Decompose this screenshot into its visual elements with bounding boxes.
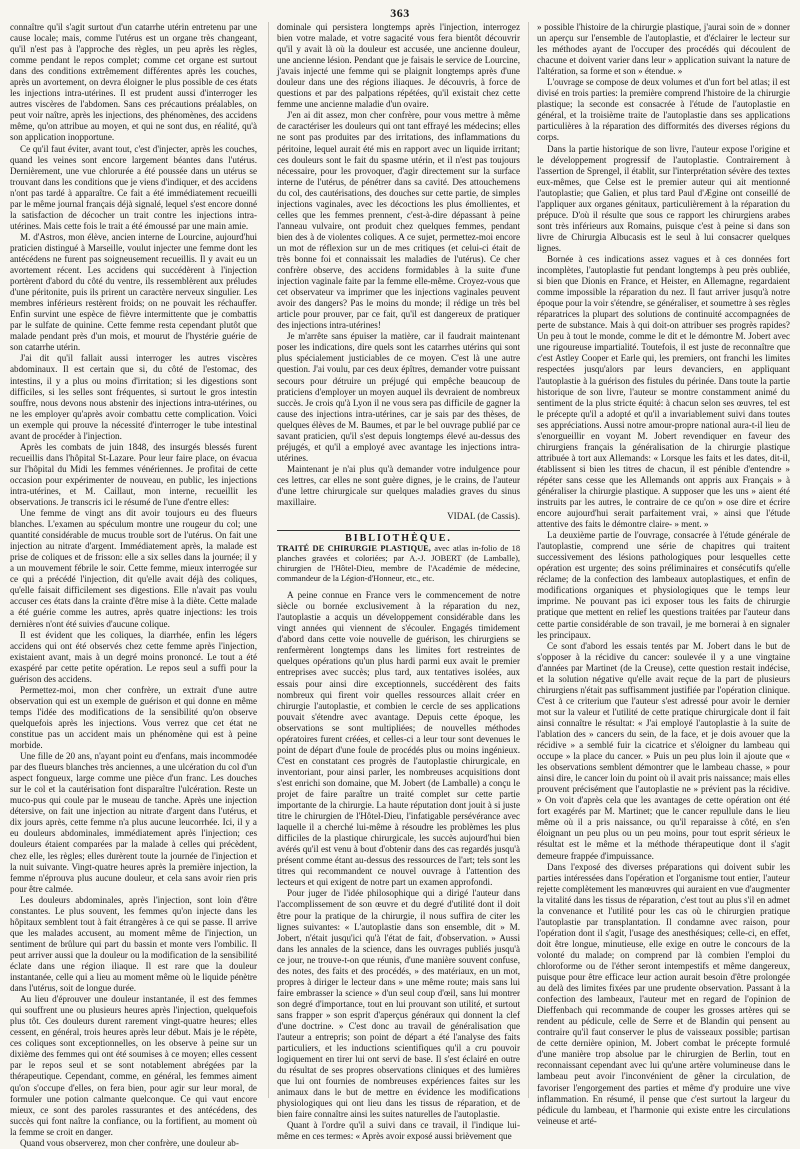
paragraph: Dans la partie historique de son livre, l'auteur expose l'origine et le développement progressif de l'autoplastie. Contrairement à l'assertion de Sprengel, il établit, sur l'interprétation sévère des textes eux-mêmes, que Celse est le premier auteur qui ait mentionné l'autoplastie; que Galien, et plus tard Paul d'Ægine ont conseillé de l'appliquer aux organes génitaux, particulièrement à la réparation du prépuce. D'où il résulte que sous ce rapport les chirurgiens arabes sont très inférieurs aux Romains, puisque c'est à peine si dans son livre de Chirurgia Albucasis est le seul à lui consacrer quelques lignes. bbox=[537, 143, 790, 253]
paragraph: dominale qui persistera longtemps après l'injection, interrogez bien votre malade, et votre sagacité vous fera bientôt découvrir qu'il y avait là où la douleur est accusée, une ancienne douleur, une ancienne lésion. Pendant que je faisais le service de Lourcine, j'avais injecté une femme qui se plaignit longtemps après d'une douleur dans une des régions iliaques. Je découvris, à force de questions et par des palpations répétées, qu'il existait chez cette femme une ancienne maladie d'un ovaire. bbox=[277, 22, 520, 110]
paragraph: Une fille de 20 ans, n'ayant point eu d'enfans, mais incommodée par des flueurs blanches très anciennes, a une ulcération du col d'un aspect fongueux, large comme une pièce d'un franc. Les douches sur le col et la cautérisation font disparaître l'ulcération. Reste un muco-pus qui coule par le museau de tanche. Après une injection détersive, on fait une injection au nitrate d'argent dans l'utérus, et dix jours après, cette femme n'a plus aucune leucorrhée. Ici, il y a eu douleurs abdominales, immédiatement après l'injection; ces douleurs étaient comparées par la malade à celles qui précèdent, chez elle, les règles; elles durèrent toute la journée de l'injection et la nuit suivante. Vingt-quatre heures après la première injection, la femme n'éprouva plus aucune douleur, et cela sans avoir rien pris pour être calmée. bbox=[10, 751, 257, 894]
paragraph: Il est évident que les coliques, la diarrhée, enfin les légers accidens qui ont été observés chez cette femme après l'injection, existaient avant, mais à un degré moins prononcé. Le tout a été exaspéré par cette petite opération. Le repos seul a suffi pour la guérison des accidens. bbox=[10, 629, 257, 684]
paragraph: Ce sont d'abord les essais tentés par M. Jobert dans le but de s'opposer à la récidive du cancer: soulevée il y a une vingtaine d'années par Martinet (de la Creuse), cette question restait indécise, et la solution négative qu'elle avait reçue de la part de plusieurs chirurgiens n'était pas suffisamment justifiée par l'opération clinique. C'est à ce criterium que l'auteur s'est adressé pour avoir le dernier mot sur la valeur et l'utilité de cette pratique chirurgicale dont il fait ainsi connaître le résultat: « J'ai employé l'autoplastie à la suite de l'ablation des » cancers du sein, de la face, et je dois avouer que la récidive » a semblé fuir la cicatrice et s'éloigner du lambeau qui occupe » la place du cancer. » Puis un peu plus loin il ajoute que « les observations semblent démontrer que le lambeau chasse, » pour ainsi dire, le cancer loin du point où il avait pris naissance; mais elles prouvent précisément que l'autoplastie ne » prévient pas la récidive. » On voit d'après cela que les avantages de cette opération ont été fort exagérés par M. Martinet; que le cancer repullule dans le lieu même où il a pris naissance, ou qu'il reparaisse à côté, en s'en éloignant un peu plus ou un peu moins, pour tout esprit sérieux le résultat est le même et la méthode thérapeutique dont il s'agit demeure frappée d'impuissance. bbox=[537, 640, 790, 861]
paragraph: Une femme de vingt ans dit avoir toujours eu des flueurs blanches. L'examen au spéculum montre une rougeur du col; une quantité considérable de mucus trouble sort de l'utérus. On fait une injection au nitrate d'argent. Immédiatement après, la malade est prise de coliques et de frisson: elle a six selles dans la journée; il y a un mouvement fébrile le soir. Cette femme, mieux interrogée sur ce qui a précédé l'injection, dit qu'elle avait déjà des coliques, qu'elle faisait difficilement ses digestions. Elle n'avait pas voulu accuser ces états dans la crainte d'être mise à la diète. Cette malade a été guérie comme les autres, après quatre injections: les trois dernières n'ont été suivies d'aucune colique. bbox=[10, 508, 257, 629]
paragraph: A peine connue en France vers le commencement de notre siècle ou bornée exclusivement à la réparation du nez, l'autoplastie a acquis un développement considérable dans les vingt années qui viennent de s'écouler. Engagés timidement d'abord dans cette voie nouvelle de guérison, les chirurgiens se renfermèrent longtemps dans les limites fort restreintes de quelques opérations qu'un plus hardi parmi eux avait le premier entreprises avec succès; plus tard, aux tentatives isolées, aux essais pour ainsi dire exceptionnels, succédèrent des faits nombreux qui firent voir quelles ressources allait créer en chirurgie l'autoplastie, et combien le cercle de ses applications pouvait s'étendre avec avantage. Depuis cette époque, les observations se sont multipliées; de nouvelles méthodes opératoires furent créées, et celles-ci a leur tour sont devenues le point de départ d'une foule de procédés plus ou moins ingénieux. C'est en constatant ces progrès de l'autoplastie chirurgicale, en inventoriant, pour ainsi parler, les nombreuses acquisitions dont s'est enrichi son domaine, que M. Jobert (de Lamballe) a conçu le projet de faire paraître un traité complet sur cette partie importante de la chirurgie. La haute réputation dont jouit à si juste titre le chirurgien de l'Hôtel-Dieu, l'infatigable persévérance avec laquelle il a cherché lui-même à résoudre les problèmes les plus difficiles de la plastique chirurgicale, les succès aujourd'hui bien avérés qu'il est venu à bout d'obtenir dans des cas regardés jusqu'à présent comme étant au-dessus des ressources de l'art; tels sont les titres qui recommandent ce nouvel ouvrage à l'attention des lecteurs et qui exigent de notre part un examen approfondi. bbox=[277, 590, 520, 888]
column-divider bbox=[268, 22, 269, 1098]
column-divider bbox=[528, 22, 529, 1098]
right-column bbox=[537, 22, 790, 1126]
left-column bbox=[10, 22, 257, 1148]
paragraph: Maintenant je n'ai plus qu'à demander votre indulgence pour ces lettres, car elles ne sont guère dignes, je le crains, de l'auteur d'une lettre chirurgicale sur quelques maladies graves du sinus maxillaire. bbox=[277, 463, 520, 508]
book-entry bbox=[277, 544, 520, 584]
paragraph: M. d'Astros, mon élève, ancien interne de Lourcine, aujourd'hui praticien distingué à Marseille, voulut injecter une femme dont les antécédens ne furent pas soigneusement recueillis. Il y avait eu un avortement récent. Les accidens qui succédèrent à l'injection portèrent d'abord du côté du ventre, ils ressemblèrent aux préludes d'une péritonite, puis ils prirent un caractère nerveux singulier. Les membres inférieurs restèrent froids; on ne pouvait les réchauffer. Enfin survint une espèce de fièvre intermittente que je combattis par le sulfate de quinine. Cette femme resta cependant plutôt que malade pendant près d'un mois, et mourut de l'hystérie guérie de son catarrhe utérin. bbox=[10, 231, 257, 353]
paragraph: Permettez-moi, mon cher confrère, un extrait d'une autre observation qui est un exemple de guérison et qui donne en même temps l'idée des modifications de la sensibilité qu'on observe quelquefois après les injections. Vous verrez que cet état ne constitue pas un accident mais un phénomène qui est à peine morbide. bbox=[10, 684, 257, 751]
paragraph: connaître qu'il s'agit surtout d'un catarrhe utérin entretenu par une cause locale; mais, comme l'utérus est un organe très changeant, qu'il n'est pas à l'approche des règles, un peu après les règles, comme pendant le repos complet; comme cet organe est surtout dans des conditions extrêmement différentes après les couches, après un avortement, on devra éloigner le plus possible de ces états les injections intra-utérines. Il est prudent aussi d'interroger les autres viscères de l'abdomen. Sans ces précautions préalables, on peut voir naître, après les injections, des phénomènes, des accidens même, qu'on attribue au moyen, et qui ne sont dus, en réalité, qu'à son application inopportune. bbox=[10, 22, 257, 143]
paragraph: Quant à l'ordre qu'il a suivi dans ce travail, il l'indique lui-même en ces termes: « Après avoir exposé aussi brièvement que bbox=[277, 1120, 520, 1142]
paragraph: J'ai dit qu'il fallait aussi interroger les autres viscères abdominaux. Il est certain que si, du côté de l'estomac, des intestins, il y a plus ou moins d'irritation; si les digestions sont difficiles, si les selles sont fréquentes, si surtout le gros intestin souffre, nous devons nous abstenir des injections intra-utérines, ou ne les employer qu'après avoir combattu cette complication. Voici un exemple qui prouve la nécessité d'interroger le tube intestinal avant de procéder à l'injection. bbox=[10, 353, 257, 441]
paragraph: Quand vous observerez, mon cher confrère, une douleur ab- bbox=[20, 1137, 239, 1148]
paragraph: J'en ai dit assez, mon cher confrère, pour vous mettre à même de caractériser les douleurs qui ont tant effrayé les médecins; elles ne sont pas produites par des irritations, des inflammations du péritoine, lequel aurait été mis en rapport avec un liquide irritant; ces douleurs sont le fait du spasme utérin, et il n'est pas toujours nécessaire, pour les provoquer, d'agir directement sur la surface interne de l'utérus, de pénétrer dans sa cavité. Des attouchemens du col, des cautérisations, des douches sur cette partie, de simples injections vaginales, avec les décoctions les plus émollientes, et celles que les femmes prennent, c'est-à-dire dépassant à peine l'anneau vulvaire, ont produit chez quelques femmes, pendant bien des à de violentes coliques. A ce sujet, permettez-moi encore un mot de réflexion sur un de mes critiques (et celui-ci était de très bonne foi et connaissait les maladies de l'utérus). Ce cher confrère observe, des accidens formidables à la suite d'une injection vaginale faite par la femme elle-même. Croyez-vous que cet observateur va imprimer que les injections vaginales peuvent avoir des dangers? Pas le moins du monde; il rédige un très bel article pour prouver, par ce fait, qu'il est dangereux de pratiquer des injections intra-utérines! bbox=[277, 110, 520, 331]
paragraph: Pour juger de l'idée philosophique qui a dirigé l'auteur dans l'accomplissement de son œuvre et du degré d'utilité dont il doit être pour la pratique de la chirurgie, il nous suffira de citer les lignes suivantes: « L'autoplastie dans son ensemble, dit » M. Jobert, n'était jusqu'ici qu'à l'état de fait, d'observation. » Aussi dans les annales de la science, dans les ouvrages publiés jusqu'à ce jour, ne trouve-t-on que réunis, d'une manière souvent confuse, des notes, des faits et des procédés, » des matériaux, en un mot, propres à diriger le lecteur dans » une même route; mais sans lui faire embrasser la science » d'un seul coup d'œil, sans lui montrer son degré d'importance, tout en lui prouvant son utilité, et surtout sans frapper » son esprit d'aperçus généraux qui donnent la clef d'une doctrine. » C'est donc au travail de généralisation que l'auteur a entrepris; son point de départ a été l'analyse des faits particuliers, et les inductions scientifiques qu'il a cru pouvoir logiquement en tirer lui ont servi de base. Il s'est éclairé en outre du résultat de ses propres observations cliniques et des lumières que lui ont fournies de nombreuses expériences faites sur les animaux dans le but de mettre en évidence les modifications physiologiques qui ont lieu dans les tissus de réparation, et de bien faire connaître ainsi les suites naturelles de l'autoplastie. bbox=[277, 888, 520, 1120]
paragraph: Ce qu'il faut éviter, avant tout, c'est d'injecter, après les couches, quand les veines sont encore largement béantes dans l'utérus. Dernièrement, une vue chlorurée a été poussée dans un utérus se trouvant dans les conditions que je viens d'indiquer, et des accidens n'ont pas tardé à apparaître. Ce fait a été immédiatement recueilli par le même journal français déjà signalé, lequel s'est encore donné la satisfaction de décocher un trait contre les injections intra-utérines. Mais cette fois le trait a été émoussé par une main amie. bbox=[10, 143, 257, 231]
section-divider bbox=[277, 530, 520, 531]
paragraph: Les douleurs abdominales, après l'injection, sont loin d'être constantes. Le plus souvent, les femmes qu'on injecte dans les hôpitaux semblent tout à fait étrangères à ce qui se passe. Il arrive que les malades accusent, au moment même de l'injection, un sentiment de brûlure qui part du bassin et monte vers l'ombilic. Il peut arriver aussi que la douleur ou la modification de la sensibilité éclate dans une région iliaque. Il est rare que la douleur instantanée, celle qui a lieu au moment même où le liquide pénètre dans l'utérus, soit de longue durée. bbox=[10, 894, 257, 994]
paragraph: Je m'arrête sans épuiser la matière, car il faudrait maintenant poser les indications, dire quels sont les catarrhes utérins qui sont plus spécialement justiciables de ce moyen. C'est là une autre question. J'ai voulu, par ces deux épîtres, demander votre puissant secours pour détruire un préjugé qui empêche beaucoup de praticiens d'employer un moyen auquel ils devraient de nombreux succès. Je crois qu'à Lyon il ne vous sera pas difficile de gagner la cause des injections intra-utérines, car je sais par des thèses, de quelques élèves de M. Baumes, et par le bel ouvrage publié par ce savant praticien, qu'il s'est depuis longtemps élevé au-dessus des préjugés, et qu'il a employé avec avantage les injections intra-utérines. bbox=[277, 331, 520, 463]
book-details: avec atlas in-folio de 18 planches gravées et coloriées; par A.-J. JOBERT (de Lamballe), chirurgien de l'Hôtel-Dieu, membre de l'Académie de médecine, commandeur de la Légion-d'Honneur, etc., etc. bbox=[277, 544, 521, 584]
paragraph: » possible l'histoire de la chirurgie plastique, j'aurai soin de » donner un aperçu sur l'ensemble de l'autoplastie, et d'éclairer le lecteur sur les méthodes ayant de l'occuper des procédés qui découlent de chacune et doivent varier dans leur » application suivant la nature de l'altération, sa forme et son » étendue. » bbox=[537, 22, 790, 77]
paragraph: Dans l'exposé des diverses préparations qui doivent subir les parties intéressées dans l'opération et l'organisme tout entier, l'auteur rejette complètement les manœuvres qui auraient en vue d'augmenter la vitalité dans les tissus de réparation, c'est tout au plus s'il en admet la convenance et l'utilité pour les cas où le chirurgien pratique l'autoplastie par transplantation. Il condamne avec raison, pour l'opération dont il s'agit, l'usage des anesthésiques; celle-ci, en effet, doit être longue, minutieuse, elle exige en outre le concours de la volonté du malade; on comprend par là combien l'emploi du chloroforme ou de l'éther seront intempestifs et même dangereux, puisque pour être efficace leur action aurait besoin d'être prolongée au delà des limites fixées par une prudente observation. Passant à la confection des lambeaux, l'auteur met en regard de l'opinion de Dieffenbach qui recommande de couper les grosses artères qui se rendent au pédicule, celle de Serre et de Blandin qui pensent au contraire qu'il faut conserver le plus de vaisseaux possible; partisan de cette dernière opinion, M. Jobert combat le précepte formulé d'une manière trop absolue par le chirurgien de Berlin, tout en reconnaissant cependant avec lui qu'une artère volumineuse dans le lambeau peut avoir l'inconvénient de gêner la circulation, de favoriser l'engorgement des parties et même d'y produire une vive inflammation. En résumé, il pense que c'est surtout la largeur du pédicule du lambeau, et l'harmonie qui existe entre les circulations veineuse et arté- bbox=[537, 861, 790, 1126]
paragraph: L'ouvrage se compose de deux volumes et d'un fort bel atlas; il est divisé en trois parties: la première comprend l'histoire de la chirurgie plastique; la seconde est consacrée à l'étude de l'autoplastie en général, et la troisième traite de l'autoplastie dans ses applications particulières à la réparation des difformités des diverses régions du corps. bbox=[537, 77, 790, 143]
page-number: 363 bbox=[390, 6, 410, 20]
book-title: TRAITÉ DE CHIRURGIE PLASTIQUE, bbox=[277, 544, 431, 554]
middle-column bbox=[277, 22, 521, 1142]
paragraph: La deuxième partie de l'ouvrage, consacrée à l'étude générale de l'autoplastie, comprend une série de chapitres qui traitent successivement des lésions pathologiques pour lesquelles cette opération est urgente; des soins préliminaires et consécutifs qu'elle réclame; de la confection des lambeaux autoplastiques, et enfin de modifications organiques et physiologiques que le temps leur imprime. Ne pouvant pas ici exposer tous les faits de chirurgie pratique que mettent en relief les questions traitées par l'auteur dans cette partie considérable de son travail, je me bornerai à en signaler les principaux. bbox=[537, 530, 790, 640]
section-title: BIBLIOTHÈQUE. bbox=[345, 533, 452, 545]
paragraph: Au lieu d'éprouver une douleur instantanée, il est des femmes qui souffrent une ou plusieurs heures après l'injection, quelquefois plus tôt. Ces douleurs durent rarement vingt-quatre heures; elles cessent, en général, trois heures après leur début. Mais je le répète, ces coliques sont exceptionnelles, on les observe à peine sur un dixième des femmes qui ont été soumises à ce moyen; elles cessent par le repos seul et se sont notablement abrégées par la thérapeutique. Cependant, comme, en général, les femmes aiment qu'on s'occupe d'elles, on fera bien, pour agir sur leur moral, de formuler une potion calmante quelconque. Ce qui vaut encore mieux, ce sont des paroles rassurantes et des antécédens, des succès qui font naître la confiance, ou la fortifient, au moment où la femme se croit en danger. bbox=[10, 994, 257, 1137]
author-signature: VIDAL (de Cassis). bbox=[447, 511, 520, 522]
paragraph: Bornée à ces indications assez vagues et à ces données fort incomplètes, l'autoplastie fut pendant longtemps à peu près oubliée, si bien que Dionis en France, et Heister, en Allemagne, regardaient comme impossible la réparation du nez. Il faut arriver jusqu'à notre époque pour la voir s'étendre, se généraliser, et soumettre à ses règles réparatrices la plupart des solutions de continuité accompagnées de perte de substance. Mais à qui doit-on attribuer ses progrès rapides? Un peu à tout le monde, comme le dit et le démontre M. Jobert avec une rigoureuse impartialité. Toutefois, il est juste de reconnaître que c'est Astley Cooper et Earle qui, les premiers, ont franchi les limites respectées jusqu'alors par leurs devanciers, en appliquant l'autoplastie à la guérison des fistules du périnée. Dans toute la partie historique de son livre, l'auteur se montre constamment animé du sentiment de la plus stricte équité: à chacun selon ses œuvres, tel est le précepte qu'il a adopté et qu'il a invariablement suivi dans toutes ses appréciations. Aussi notre amour-propre national aura-t-il lieu de s'enorgueillir en voyant M. Jobert revendiquer en faveur des chirurgiens français la généralisation de la chirurgie plastique attribuée à tort aux Allemands: « Lorsque les faits et les dates, dit-il, établissent si bien les titres de chacun, il est pénible d'entendre » répéter sans cesse que les Allemands ont appris aux Français » à généraliser la chirurgie plastique. A supposer que les uns » aient été instruits par les autres, le contraire de ce qu'on » ose dire et écrire encore aujourd'hui serait parfaitement vrai, » ainsi que l'étude attentive des faits le démontre claire- » ment. » bbox=[537, 253, 790, 530]
paragraph: Après les combats de juin 1848, des insurgés blessés furent recueillis dans l'hôpital St-Lazare. Pour leur faire place, on évacua sur l'hôpital du Midi les femmes vénériennes. Je profitai de cette occasion pour expérimenter de nouveau, en public, les injections intra-utérines, et M. Caillaut, mon interne, recueillit les observations. Je transcris ici le résumé de l'une d'entre elles: bbox=[10, 441, 257, 508]
